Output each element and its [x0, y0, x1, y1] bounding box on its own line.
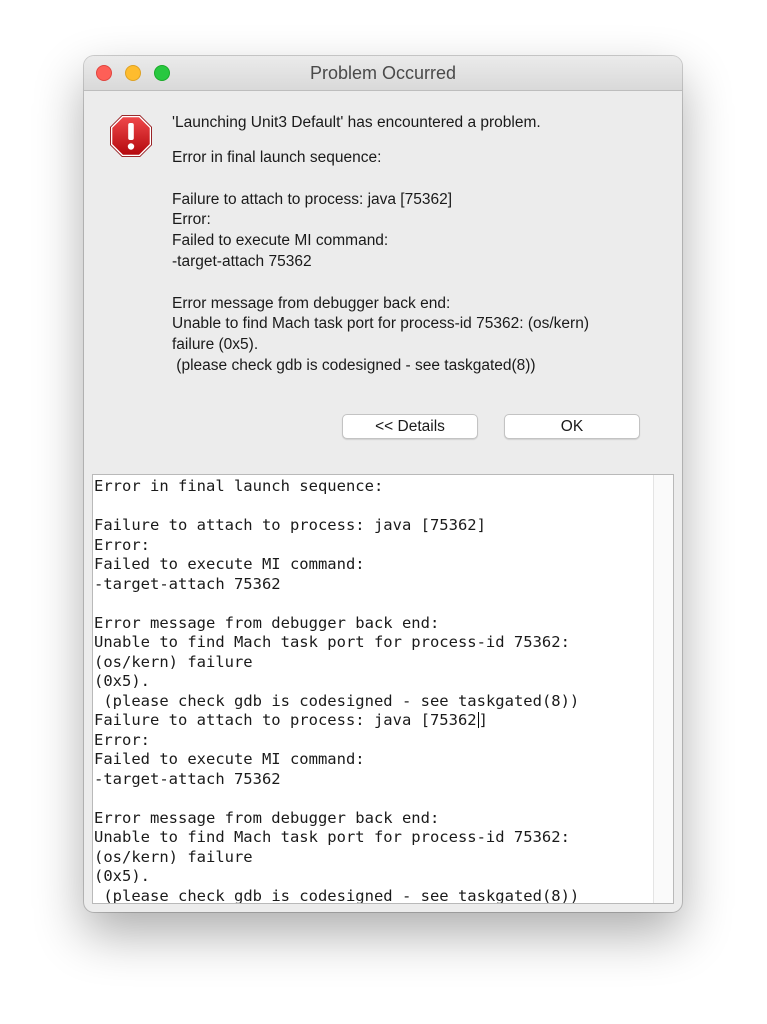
details-scrollbar[interactable] — [653, 475, 673, 903]
dialog-title-message: 'Launching Unit3 Default' has encountered a problem. — [172, 114, 541, 131]
error-stop-sign-icon — [109, 114, 153, 158]
details-text[interactable] — [94, 477, 649, 904]
problem-dialog-window — [84, 56, 682, 912]
details-text-before-caret: Error in final launch sequence: Failure to attach to process: java [75362] Error: Failed to execute MI command: -target-attach 75362 Error message from debugger back end: Unable to find Mach task port for process-id 75362: (os/kern) failure (0x5). (please check gdb is codesigned - see taskgated(8)) Failure to attach to process: java [75362 — [94, 477, 580, 729]
ok-button[interactable]: OK — [504, 414, 640, 439]
details-button[interactable]: << Details — [342, 414, 478, 439]
title-bar[interactable] — [84, 56, 682, 91]
dialog-error-message: Error in final launch sequence: Failure to attach to process: java [75362] Error: Failed to execute MI command: -target-attach 75362 Error message from debugger back end: Unable to find Mach task port for process-id 75362: (os/kern) failure (0x5). (please check gdb is codesigned - see taskgated(8)) — [172, 149, 589, 374]
details-text-area[interactable] — [92, 474, 674, 904]
details-text-after-caret: ] Error: Failed to execute MI command: -target-attach 75362 Error message from debugger back end: Unable to find Mach task port for process-id 75362: (os/kern) failure (0x5). (please check gdb is codesigned - see taskgated(8)) — [94, 711, 580, 904]
window-title: Problem Occurred — [309, 63, 457, 83]
